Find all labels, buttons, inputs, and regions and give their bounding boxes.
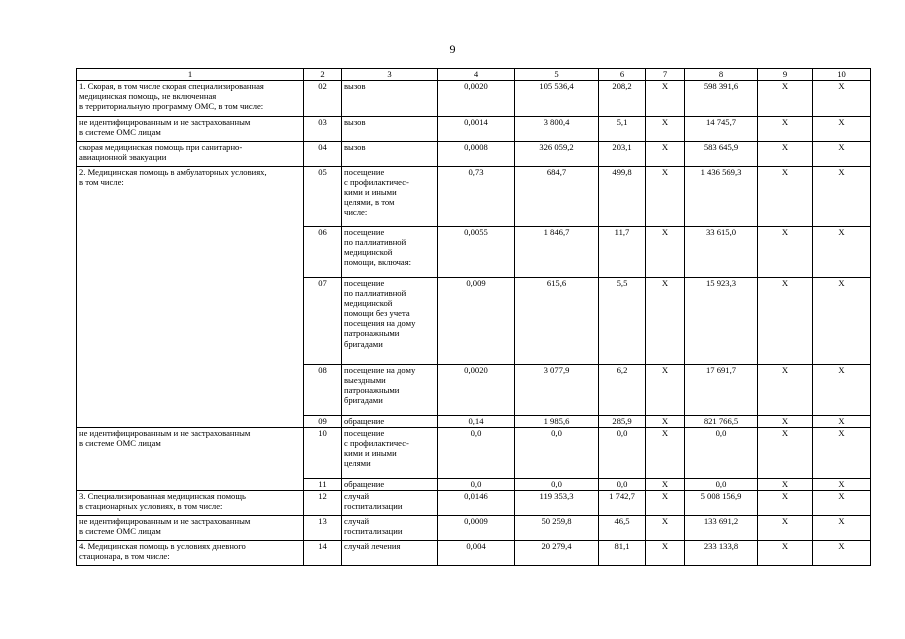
table-cell-col-10: Х (813, 167, 871, 227)
table-cell-col-4: 0,0055 (438, 227, 515, 278)
table-cell-col-6: 81,1 (599, 541, 646, 566)
table-cell-col-9: Х (758, 516, 813, 541)
table-cell-col-7: Х (646, 227, 685, 278)
table-cell-col-1: не идентифицированным и не застрахованным в системе ОМС лицам (77, 428, 304, 479)
table-cell-col-8: 0,0 (685, 479, 758, 491)
table-cell-col-7: Х (646, 167, 685, 227)
table-cell-col-7: Х (646, 516, 685, 541)
table-cell-col-5: 50 259,8 (515, 516, 599, 541)
table-cell-col-6: 499,8 (599, 167, 646, 227)
table-cell-col-2: 14 (304, 541, 342, 566)
column-header: 1 (77, 69, 304, 81)
table-cell-col-3: вызов (342, 142, 438, 167)
table-cell-col-2: 04 (304, 142, 342, 167)
table-cell-col-6: 208,2 (599, 81, 646, 117)
table-row (77, 227, 871, 278)
table-cell-col-9: Х (758, 278, 813, 365)
table-cell-col-9: Х (758, 541, 813, 566)
table-cell-col-4: 0,0 (438, 428, 515, 479)
table-cell-col-8: 821 766,5 (685, 416, 758, 428)
table-cell-col-7: Х (646, 142, 685, 167)
table-cell-col-7: Х (646, 117, 685, 142)
table-cell-col-9: Х (758, 365, 813, 416)
table-cell-col-7: Х (646, 81, 685, 117)
table-cell-col-10: Х (813, 278, 871, 365)
table-cell-col-5: 1 985,6 (515, 416, 599, 428)
table-cell-col-5: 20 279,4 (515, 541, 599, 566)
table-cell-col-2: 03 (304, 117, 342, 142)
table-row (77, 117, 871, 142)
table-cell-col-8: 133 691,2 (685, 516, 758, 541)
table-cell-col-6: 6,2 (599, 365, 646, 416)
table-cell-col-4: 0,0146 (438, 491, 515, 516)
table-cell-col-10: Х (813, 365, 871, 416)
table-cell-col-4: 0,009 (438, 278, 515, 365)
table-cell-col-10: Х (813, 227, 871, 278)
table-cell-col-5: 1 846,7 (515, 227, 599, 278)
table-cell-col-4: 0,0020 (438, 81, 515, 117)
table-cell-col-8: 15 923,3 (685, 278, 758, 365)
table-cell-col-7: Х (646, 278, 685, 365)
column-header: 3 (342, 69, 438, 81)
table-cell-col-5: 0,0 (515, 479, 599, 491)
table-cell-col-4: 0,004 (438, 541, 515, 566)
table-cell-col-1: 2. Медицинская помощь в амбулаторных условиях, в том числе: (77, 167, 304, 227)
table-cell-col-1 (77, 416, 304, 428)
table-cell-col-1: не идентифицированным и не застрахованным в системе ОМС лицам (77, 516, 304, 541)
table-cell-col-3: обращение (342, 479, 438, 491)
table-cell-col-2: 07 (304, 278, 342, 365)
table-cell-col-2: 13 (304, 516, 342, 541)
table-cell-col-7: Х (646, 491, 685, 516)
table-cell-col-1 (77, 479, 304, 491)
table-cell-col-1: не идентифицированным и не застрахованным в системе ОМС лицам (77, 117, 304, 142)
data-table (76, 68, 871, 566)
table-cell-col-9: Х (758, 416, 813, 428)
table-cell-col-5: 684,7 (515, 167, 599, 227)
table-cell-col-1: 4. Медицинская помощь в условиях дневного стационара, в том числе: (77, 541, 304, 566)
table-cell-col-3: посещение по паллиативной медицинской помощи, включая: (342, 227, 438, 278)
table-row (77, 428, 871, 479)
table-cell-col-5: 3 800,4 (515, 117, 599, 142)
table-cell-col-1: 3. Специализированная медицинская помощь в стационарных условиях, в том числе: (77, 491, 304, 516)
table-cell-col-10: Х (813, 81, 871, 117)
table-cell-col-9: Х (758, 227, 813, 278)
table-cell-col-7: Х (646, 541, 685, 566)
table-cell-col-9: Х (758, 428, 813, 479)
table-cell-col-2: 12 (304, 491, 342, 516)
table-cell-col-9: Х (758, 81, 813, 117)
table-cell-col-5: 105 536,4 (515, 81, 599, 117)
table-cell-col-2: 05 (304, 167, 342, 227)
table-row (77, 479, 871, 491)
table-cell-col-9: Х (758, 142, 813, 167)
table-cell-col-2: 10 (304, 428, 342, 479)
table-cell-col-6: 5,1 (599, 117, 646, 142)
table-cell-col-6: 11,7 (599, 227, 646, 278)
table-cell-col-9: Х (758, 117, 813, 142)
table-cell-col-6: 285,9 (599, 416, 646, 428)
table-cell-col-2: 02 (304, 81, 342, 117)
table-cell-col-3: посещение на дому выездными патронажными бригадами (342, 365, 438, 416)
table-cell-col-5: 119 353,3 (515, 491, 599, 516)
table-row (77, 541, 871, 566)
table-cell-col-7: Х (646, 416, 685, 428)
column-header: 6 (599, 69, 646, 81)
table-cell-col-3: случай лечения (342, 541, 438, 566)
table-row (77, 142, 871, 167)
table-cell-col-3: случай госпитализации (342, 491, 438, 516)
table-cell-col-10: Х (813, 479, 871, 491)
table-cell-col-8: 598 391,6 (685, 81, 758, 117)
table-cell-col-4: 0,0014 (438, 117, 515, 142)
table-row (77, 516, 871, 541)
table-cell-col-4: 0,0009 (438, 516, 515, 541)
column-header: 2 (304, 69, 342, 81)
table-cell-col-8: 14 745,7 (685, 117, 758, 142)
table-cell-col-1 (77, 365, 304, 416)
table-cell-col-9: Х (758, 167, 813, 227)
table-cell-col-7: Х (646, 428, 685, 479)
table-cell-col-3: вызов (342, 81, 438, 117)
table-cell-col-5: 0,0 (515, 428, 599, 479)
table-cell-col-2: 06 (304, 227, 342, 278)
table-cell-col-2: 08 (304, 365, 342, 416)
table-cell-col-6: 203,1 (599, 142, 646, 167)
table-cell-col-5: 615,6 (515, 278, 599, 365)
table-cell-col-1 (77, 227, 304, 278)
table-cell-col-1: 1. Скорая, в том числе скорая специализированная медицинская помощь, не включенная в территориальную программу ОМС, в том числе: (77, 81, 304, 117)
table-cell-col-5: 326 059,2 (515, 142, 599, 167)
column-header: 5 (515, 69, 599, 81)
table-cell-col-6: 0,0 (599, 479, 646, 491)
table-row (77, 81, 871, 117)
table-cell-col-10: Х (813, 491, 871, 516)
table-cell-col-8: 17 691,7 (685, 365, 758, 416)
table-cell-col-8: 583 645,9 (685, 142, 758, 167)
table-cell-col-7: Х (646, 479, 685, 491)
table-header-row (77, 69, 871, 81)
table-cell-col-8: 33 615,0 (685, 227, 758, 278)
table-cell-col-1: скорая медицинская помощь при санитарно- авиационной эвакуации (77, 142, 304, 167)
table-cell-col-4: 0,0008 (438, 142, 515, 167)
column-header: 7 (646, 69, 685, 81)
table-row (77, 365, 871, 416)
column-header: 8 (685, 69, 758, 81)
table-cell-col-3: посещение по паллиативной медицинской помощи без учета посещения на дому патронажными бригадами (342, 278, 438, 365)
table-cell-col-3: обращение (342, 416, 438, 428)
table-cell-col-8: 0,0 (685, 428, 758, 479)
column-header: 4 (438, 69, 515, 81)
table-cell-col-10: Х (813, 416, 871, 428)
table-cell-col-8: 233 133,8 (685, 541, 758, 566)
table-cell-col-3: посещение с профилактичес- кими и иными целями, в том числе: (342, 167, 438, 227)
table-cell-col-6: 5,5 (599, 278, 646, 365)
table-cell-col-9: Х (758, 491, 813, 516)
table-cell-col-4: 0,14 (438, 416, 515, 428)
table-cell-col-8: 1 436 569,3 (685, 167, 758, 227)
table-cell-col-5: 3 077,9 (515, 365, 599, 416)
table-row (77, 167, 871, 227)
table-cell-col-10: Х (813, 142, 871, 167)
table-cell-col-4: 0,73 (438, 167, 515, 227)
table-cell-col-3: посещение с профилактичес- кими и иными целями (342, 428, 438, 479)
table-cell-col-10: Х (813, 428, 871, 479)
column-header: 9 (758, 69, 813, 81)
table-cell-col-1 (77, 278, 304, 365)
table-cell-col-10: Х (813, 516, 871, 541)
table-cell-col-10: Х (813, 117, 871, 142)
table-cell-col-6: 0,0 (599, 428, 646, 479)
table-cell-col-4: 0,0020 (438, 365, 515, 416)
table-cell-col-2: 11 (304, 479, 342, 491)
table-row (77, 278, 871, 365)
table-cell-col-2: 09 (304, 416, 342, 428)
table-cell-col-3: случай госпитализации (342, 516, 438, 541)
table-cell-col-10: Х (813, 541, 871, 566)
table-cell-col-6: 1 742,7 (599, 491, 646, 516)
table-row (77, 491, 871, 516)
table-cell-col-7: Х (646, 365, 685, 416)
column-header: 10 (813, 69, 871, 81)
table-cell-col-8: 5 008 156,9 (685, 491, 758, 516)
table-cell-col-4: 0,0 (438, 479, 515, 491)
table-row (77, 416, 871, 428)
table-cell-col-3: вызов (342, 117, 438, 142)
table-cell-col-9: Х (758, 479, 813, 491)
page-number: 9 (449, 42, 456, 56)
table-cell-col-6: 46,5 (599, 516, 646, 541)
